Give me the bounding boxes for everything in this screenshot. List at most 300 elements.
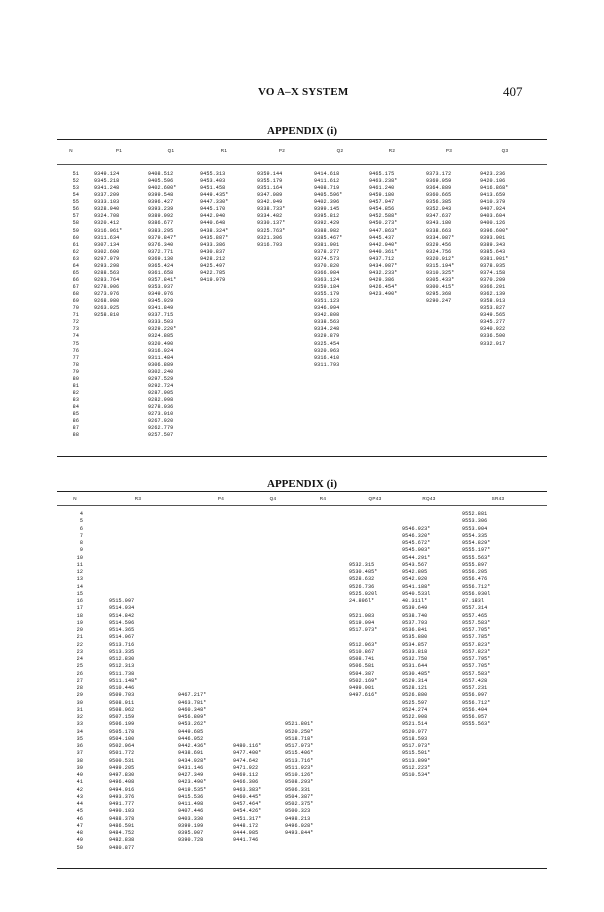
table2-cell: 9496.028*	[285, 822, 314, 829]
table1-cell: 9402.396	[314, 199, 340, 206]
table2-cell: 9510.867	[349, 648, 375, 655]
table2-cell: 9514.365	[109, 627, 135, 633]
table1-cell: 9426.454*	[369, 284, 398, 290]
table1-column-r2	[369, 171, 397, 298]
table1-cell: 9353.937	[148, 284, 174, 290]
table2-cell: 9518.718*	[285, 735, 314, 742]
table2-cell: 9399.199	[178, 822, 204, 829]
table1-cell: 9290.247	[426, 298, 452, 305]
table2-cell: 9510.446	[109, 685, 135, 691]
table2-cell: 9532.315	[349, 561, 375, 568]
table2-cell: 9390.728	[178, 837, 204, 844]
table2-header-p4: P4	[217, 496, 225, 501]
table2-cell: 48	[76, 830, 83, 836]
table1-cell: 9342.949	[257, 199, 283, 206]
table2-cell: 9469.112	[233, 772, 259, 778]
table1-cell: 9419.979	[200, 276, 226, 283]
table1-cell: 9383.295	[148, 227, 174, 234]
table2-header-n: N	[73, 496, 77, 501]
table1-cell: 9340.922	[480, 326, 506, 333]
table2-cell: 9557.785*	[462, 634, 491, 641]
table1-header-p1: P1	[115, 148, 123, 153]
table2-cell: 7	[79, 532, 83, 539]
table1-cell: 9334.248	[314, 326, 340, 333]
table1-cell: 9356.385	[426, 199, 452, 206]
table2-cell: 9490.103	[109, 808, 135, 815]
table1-cell: 9454.856	[369, 206, 395, 213]
table1-cell: 9359.184	[314, 284, 340, 290]
table2-cell: 9463.383*	[233, 786, 262, 793]
table1-cell: 9311.634	[94, 234, 120, 241]
table2-cell: 9514.842	[109, 612, 135, 619]
table2-cell: 9504.387*	[285, 793, 314, 800]
table2-header-qp43: QP43	[368, 496, 382, 501]
table2-cell: 50	[76, 844, 83, 851]
table2-header-r3: R3	[134, 496, 142, 501]
table2-cell: 9502.169*	[349, 677, 378, 684]
table1-cell: 9385.643	[480, 248, 506, 255]
table1-cell: 9364.889	[426, 185, 452, 192]
table2-cell: 9515.406*	[285, 750, 314, 757]
table2-cell: 21	[76, 634, 83, 641]
table2-cell: 35	[76, 735, 83, 742]
table1-cell: 9422.785	[200, 269, 226, 276]
table2-cell: 38	[76, 757, 83, 764]
table1-cell: 9316.061*	[94, 227, 123, 234]
table1-cell: 9440.361*	[369, 248, 398, 255]
running-header	[0, 86, 604, 106]
table2-cell: 20	[76, 627, 83, 633]
table2-cell: 9555.563*	[462, 721, 491, 728]
table2-cell: 9514.596	[109, 619, 135, 626]
table1-cell: 80	[72, 375, 79, 382]
table1-header-q2: Q2	[336, 148, 344, 153]
table1-cell: 9423.236	[480, 171, 506, 177]
table2-cell: 9500.531	[109, 757, 135, 764]
table1-cell: 9432.233*	[369, 269, 398, 276]
table2-header-r4: R4	[319, 496, 327, 501]
table2	[57, 491, 547, 871]
table1-cell: 9353.827	[480, 305, 506, 312]
table2-cell: 41	[76, 779, 83, 786]
table2-cell: 9556.712*	[462, 583, 491, 590]
table2-cell: 9508.062	[109, 706, 135, 713]
table2-cell: 12	[76, 569, 83, 575]
table2-column-q4	[233, 743, 261, 845]
table2-cell: 9555.897	[462, 561, 488, 568]
table1-cell: 9300.415*	[426, 284, 455, 290]
table1-cell: 9389.992	[148, 213, 174, 220]
table1-cell: 74	[72, 333, 79, 340]
table1-cell: 9337.715	[148, 312, 174, 319]
table1-cell: 9257.507	[148, 432, 174, 439]
table1-cell: 9306.889	[148, 361, 174, 368]
table1-cell: 9459.180	[369, 192, 395, 199]
table1-cell: 87	[72, 425, 79, 432]
table2-cell: 9515.501*	[402, 750, 431, 757]
table2-cell: 9500.323	[285, 808, 311, 815]
table2-cell: 29	[76, 692, 83, 699]
table1-cell: 9408.719	[314, 185, 340, 192]
table1-cell: 9358.013	[480, 298, 506, 305]
table2-cell: 37	[76, 750, 83, 757]
table2-cell: 9463.781*	[178, 699, 207, 706]
table2-cell: 9448.172	[233, 822, 259, 829]
table1-cell: 9449.435*	[200, 192, 229, 199]
table2-cell: 9512.963*	[349, 641, 378, 648]
table2-top-rule	[57, 491, 547, 492]
table1-header-p2: P2	[278, 148, 286, 153]
table2-cell: 13	[76, 576, 83, 583]
table1-cell: 53	[72, 185, 79, 192]
table1-cell: 9395.812	[314, 213, 340, 220]
table1-cell: 9389.343	[480, 241, 506, 248]
table2-cell: 9497.830	[109, 772, 135, 778]
table2-column-r3	[109, 598, 137, 852]
table2-cell: 9542.020	[402, 576, 428, 583]
table1-cell: 9396.427	[148, 199, 174, 206]
table1-cell: 9295.368	[426, 291, 452, 298]
table1-cell: 9374.573	[314, 255, 340, 262]
table2-cell: 9493.844*	[285, 830, 314, 836]
table1-cell: 9346.994	[314, 305, 340, 312]
table1-cell: 9405.596	[148, 178, 174, 185]
table1-cell: 9288.563	[94, 269, 120, 276]
table1-cell: 9373.172	[426, 171, 452, 177]
table2-cell: 9453.262*	[178, 721, 207, 728]
table2-header-q4: Q4	[269, 496, 277, 501]
table2-header-rq43: RQ43	[422, 496, 436, 501]
table1-cell: 9434.987*	[369, 262, 398, 269]
table1-cell: 9278.036	[148, 404, 174, 411]
table2-cell: 6	[79, 525, 83, 532]
table1-cell: 67	[72, 284, 79, 290]
table2-cell: 9557.465	[462, 612, 488, 619]
table1-cell: 9438.324*	[200, 227, 229, 234]
table2-cell: 9510.126*	[285, 772, 314, 778]
table1-cell: 9341.248	[94, 185, 120, 192]
table1-cell: 9461.240	[369, 185, 395, 192]
table2-cell: 39	[76, 764, 83, 771]
table1-cell: 9360.665	[426, 192, 452, 199]
table2-cell: 27	[76, 677, 83, 684]
table1-cell: 9330.137*	[257, 220, 286, 227]
table2-cell: 9471.922	[233, 764, 259, 771]
table1-cell: 9388.982	[314, 227, 340, 234]
table2-cell: 9457.464*	[233, 801, 262, 807]
table2-cell: 9539.649	[402, 605, 428, 612]
table2-cell: 9513.716*	[285, 757, 314, 764]
table1-cell: 9338.563	[314, 319, 340, 326]
table2-column-n	[57, 511, 83, 852]
table1-cell: 9372.771	[148, 248, 174, 255]
table1-cell: 9399.145	[314, 206, 340, 213]
table2-cell: 9543.567	[402, 561, 428, 568]
table2-cell: 9511.923*	[285, 764, 314, 771]
table2-cell: 9496.408	[109, 779, 135, 786]
table2-cell: 9491.777	[109, 801, 135, 807]
table2-cell: 9521.083	[349, 612, 375, 619]
table1-cell: 9376.340	[148, 241, 174, 248]
table1-cell: 9324.885	[148, 333, 174, 340]
table1-cell: 9297.979	[94, 255, 120, 262]
table1-cell: 9305.433*	[426, 276, 455, 283]
table1-cell: 9370.820	[314, 262, 340, 269]
table2-cell: 9528.121	[402, 685, 428, 691]
table1-column-n	[57, 171, 79, 439]
table1-header-r1: R1	[220, 148, 228, 153]
table2-cell: 15	[76, 590, 83, 597]
table2-cell: 9556.930l	[462, 590, 491, 597]
table1-cell: 68	[72, 291, 79, 298]
table1-column-p2	[257, 171, 285, 249]
table2-cell: 9441.746	[233, 837, 259, 844]
table2-cell: 9486.591	[109, 822, 135, 829]
table1-cell: 9366.984	[314, 269, 340, 276]
table1-cell: 9355.179	[257, 178, 283, 185]
table2-cell: 9504.100	[109, 735, 135, 742]
table1-cell: 9325.763*	[257, 227, 286, 234]
table1-cell: 9273.010	[148, 411, 174, 418]
table2-column-sr43	[462, 511, 490, 729]
table1-column-q3	[480, 171, 508, 348]
table2-cell: 9456.809*	[178, 714, 207, 720]
table2-cell: 9512.223*	[402, 764, 431, 771]
table2-cell: 9419.535*	[178, 786, 207, 793]
table2-cell: 9509.703	[109, 692, 135, 699]
table1-cell: 9345.218	[94, 178, 120, 185]
table1-cell: 9292.724	[148, 382, 174, 389]
table2-cell: 9512.830	[109, 656, 135, 662]
table2-cell: 9508.741	[349, 656, 375, 662]
table2-cell: 23	[76, 648, 83, 655]
table2-cell: 9477.400*	[233, 750, 262, 757]
table2-cell: 44	[76, 801, 83, 807]
table2-cell: 40	[76, 772, 83, 778]
table2-cell: 33	[76, 721, 83, 728]
table1-cell: 9455.313	[200, 171, 226, 177]
table1-cell: 72	[72, 319, 79, 326]
table1-cell: 9430.837	[200, 248, 226, 255]
table2-cell: 9505.178	[109, 728, 135, 735]
table1-cell: 9437.712	[369, 255, 395, 262]
table1-cell: 9332.017	[480, 340, 506, 347]
table1-cell: 9333.503	[148, 319, 174, 326]
table1-cell: 9452.588*	[369, 213, 398, 220]
table1-cell: 9396.600*	[480, 227, 509, 234]
table1-cell: 9361.658	[148, 269, 174, 276]
table1-cell: 9423.490*	[369, 291, 398, 298]
table1-cell: 9334.087*	[426, 234, 455, 241]
table1-cell: 73	[72, 326, 79, 333]
table1-header-n: N	[69, 148, 73, 153]
table1-cell: 9329.879	[314, 333, 340, 340]
table1-cell: 82	[72, 389, 79, 396]
table1-cell: 9307.134	[94, 241, 120, 248]
table2-cell: 9446.052	[178, 735, 204, 742]
table1-cell: 9302.240	[148, 368, 174, 375]
table2-cell: 9554.335	[462, 532, 488, 539]
table1-cell: 9403.604	[480, 213, 506, 220]
table1-cell: 62	[72, 248, 79, 255]
table2-cell: 9506.331	[285, 786, 311, 793]
table2-cell: 9556.476	[462, 576, 488, 583]
table2-cell: 9538.740	[402, 612, 428, 619]
table2-cell: 49	[76, 837, 83, 844]
table1-cell: 78	[72, 361, 79, 368]
table1-cell: 9411.612	[314, 178, 340, 185]
table2-cell: 9540.533l	[402, 590, 431, 597]
table2-cell: 97.183l	[462, 598, 485, 604]
table2-cell: 9454.426*	[233, 808, 262, 815]
table2-cell: 30	[76, 699, 83, 706]
table2-cell: 9514.067	[109, 634, 135, 641]
table1-cell: 75	[72, 340, 79, 347]
table1-cell: 9407.024	[480, 206, 506, 213]
table2-cell: 14	[76, 583, 83, 590]
table1-cell: 9324.756	[426, 248, 452, 255]
table1-cell: 9379.847*	[148, 234, 177, 241]
table1-cell: 9393.239	[148, 206, 174, 213]
table1-cell: 9262.779	[148, 425, 174, 432]
table2-cell: 9438.691	[178, 750, 204, 757]
table2-cell: 9553.306	[462, 518, 488, 525]
table1-cell: 9463.238*	[369, 178, 398, 185]
table1-cell: 9336.500	[480, 333, 506, 340]
table2-cell: 34	[76, 728, 83, 735]
table2-cell: 9	[79, 547, 83, 554]
table2-cell: 9544.291*	[402, 554, 431, 561]
table1-cell: 9341.849	[148, 305, 174, 312]
table1-cell: 9363.124	[314, 276, 340, 283]
table1-cell: 9440.648	[200, 220, 226, 227]
table2-cell: 9532.750	[402, 656, 428, 662]
table1-cell: 56	[72, 206, 79, 213]
table1-cell: 9352.043	[426, 206, 452, 213]
table1-cell: 9386.677	[148, 220, 174, 227]
table1-column-p3	[426, 171, 454, 305]
table1-cell: 9343.180	[426, 220, 452, 227]
table2-cell: 9480.877	[109, 844, 135, 851]
table2-cell: 9545.672*	[402, 540, 431, 546]
table2-cell: 9557.705*	[462, 663, 491, 670]
table2-cell: 9460.348*	[178, 706, 207, 713]
table1-cell: 55	[72, 199, 79, 206]
table2-cell: 36	[76, 743, 83, 749]
table1-header-q3: Q3	[501, 148, 509, 153]
table2-cell: 9531.644	[402, 663, 428, 670]
table1-cell: 9442.940	[200, 213, 226, 220]
table1-cell: 9369.059	[426, 178, 452, 185]
table1-cell: 9337.209	[94, 192, 120, 199]
table1-cell: 9349.124	[94, 171, 120, 177]
table2-cell: 9517.073*	[349, 627, 378, 633]
table1-cell: 76	[72, 347, 79, 354]
table1-cell: 9402.600*	[148, 185, 177, 192]
table2-cell: 22	[76, 641, 83, 648]
table1-cell: 9465.175	[369, 171, 395, 177]
table1-cell: 60	[72, 234, 79, 241]
table1-cell: 9316.793	[257, 241, 283, 248]
table1-cell: 9345.929	[148, 298, 174, 305]
table2-cell: 10	[76, 554, 83, 561]
table2-cell: 40.311l*	[402, 598, 428, 604]
table1-cell: 65	[72, 269, 79, 276]
table1-header-r2: R2	[388, 148, 396, 153]
table2-cell: 9488.378	[109, 815, 135, 822]
table2-cell: 9530.485*	[349, 569, 378, 575]
table1-title: APPENDIX (i)	[267, 125, 337, 137]
table2-cell: 9526.736	[349, 583, 375, 590]
table2-cell: 9415.536	[178, 793, 204, 800]
table1-cell: 9425.497	[200, 262, 226, 269]
table1-top-rule	[57, 139, 547, 140]
table1	[57, 139, 547, 459]
table1-cell: 9311.793	[314, 361, 340, 368]
table2-cell: 9556.712*	[462, 699, 491, 706]
table2-cell: 9511.738	[109, 670, 135, 677]
table2-cell: 9444.985	[233, 830, 259, 836]
table2-cell: 46	[76, 815, 83, 822]
table2-cell: 9522.908	[402, 714, 428, 720]
table2-cell: 9427.349	[178, 772, 204, 778]
table2-cell: 9525.597	[402, 699, 428, 706]
table2-cell: 9514.934	[109, 605, 135, 612]
table1-cell: 9342.808	[314, 312, 340, 319]
table1-cell: 9447.863*	[369, 227, 398, 234]
table1-cell: 9450.273*	[369, 220, 398, 227]
table2-cell: 9510.534*	[402, 772, 431, 778]
table1-cell: 9392.429	[314, 220, 340, 227]
table2-cell: 9442.436*	[178, 743, 207, 749]
table1-cell: 9369.130	[148, 255, 174, 262]
table1-cell: 9328.940	[94, 206, 120, 213]
table1-cell: 9416.868*	[480, 185, 509, 192]
table1-cell: 71	[72, 312, 79, 319]
table2-column-rq43	[402, 526, 430, 780]
table2-cell: 9502.375*	[285, 801, 314, 807]
table1-cell: 9410.379	[480, 199, 506, 206]
table2-cell: 9460.445*	[233, 793, 262, 800]
table1-cell: 83	[72, 397, 79, 403]
table2-cell: 9520.250*	[285, 728, 314, 735]
table2-cell: 11	[76, 561, 83, 568]
table1-cell: 86	[72, 418, 79, 425]
table2-cell: 9480.116*	[233, 743, 262, 749]
table1-cell: 9310.325*	[426, 269, 455, 276]
table1-cell: 58	[72, 220, 79, 227]
table1-cell: 85	[72, 411, 79, 418]
table2-cell: 4	[79, 511, 83, 517]
table2-cell: 9557.705*	[462, 627, 491, 633]
table2-cell: 9434.928*	[178, 757, 207, 764]
table2-cell: 9482.838	[109, 837, 135, 844]
table1-cell: 9362.139	[480, 291, 506, 298]
table1-cell: 9345.277	[480, 319, 506, 326]
table2-cell: 9467.217*	[178, 692, 207, 699]
table1-cell: 9316.410	[314, 354, 340, 361]
table1-cell: 9329.456	[426, 241, 452, 248]
table2-cell: 9451.317*	[233, 815, 262, 822]
table1-cell: 66	[72, 276, 79, 283]
table2-cell: 9534.857	[402, 641, 428, 648]
table1-cell: 9324.708	[94, 213, 120, 220]
table2-cell: 9508.293*	[285, 779, 314, 786]
table2-cell: 9507.159	[109, 714, 135, 720]
table1-cell: 9315.194*	[426, 262, 455, 269]
table2-cell: 9526.880	[402, 692, 428, 699]
table2-cell: 9537.793	[402, 619, 428, 626]
